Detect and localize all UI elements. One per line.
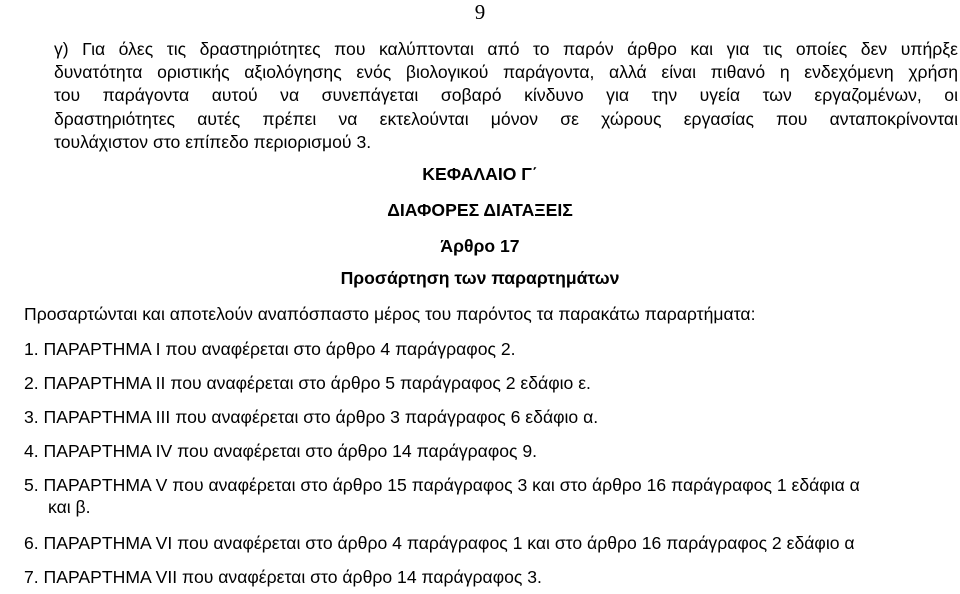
annex-text-continuation: και β.	[48, 497, 91, 517]
annex-item	[24, 372, 591, 394]
annex-text: 6. ΠΑΡΑΡΤΗΜΑ VI που αναφέρεται στο άρθρο 4 παράγραφος 1 και στο άρθρο 16 παράγραφος 2 εδάφιο α	[24, 533, 855, 553]
annex-text: 3. ΠΑΡΑΡΤΗΜΑ ΙΙΙ που αναφέρεται στο άρθρο 3 παράγραφος 6 εδάφιο α.	[24, 407, 599, 427]
paragraph-line: τουλάχιστον στο επίπεδο περιορισμού 3.	[54, 131, 372, 152]
paragraph-line: γ) Για όλες τις δραστηριότητες που καλύπτονται από το παρόν άρθρο και για τις οποίες δεν υπήρξε	[54, 39, 958, 59]
paragraph-g	[54, 38, 958, 154]
paragraph-line: δραστηριότητες αυτές πρέπει να εκτελούνται μόνον σε χώρους εργασίας που ανταποκρίνονται	[54, 108, 958, 129]
annex-text: 7. ΠΑΡΑΡΤΗΜΑ VII που αναφέρεται στο άρθρο 14 παράγραφος 3.	[24, 567, 542, 587]
annex-text: 4. ΠΑΡΑΡΤΗΜΑ ΙV που αναφέρεται στο άρθρο 14 παράγραφος 9.	[24, 441, 538, 461]
annex-item	[24, 440, 537, 462]
annex-text: 5. ΠΑΡΑΡΤΗΜΑ V που αναφέρεται στο άρθρο 15 παράγραφος 3 και στο άρθρο 16 παράγραφος 1 εδάφια α	[24, 475, 860, 495]
page-number: 9	[474, 0, 486, 24]
annex-text: 2. ΠΑΡΑΡΤΗΜΑ ΙΙ που αναφέρεται στο άρθρο 5 παράγραφος 2 εδάφιο ε.	[24, 373, 591, 393]
chapter-heading: ΚΕΦΑΛΑΙΟ Γ΄	[422, 164, 538, 184]
annex-item	[24, 406, 598, 428]
paragraph-line: του παράγοντα αυτού να συνεπάγεται σοβαρό κίνδυνο για την υγεία των εργαζομένων, οι	[54, 85, 958, 106]
annex-item	[24, 532, 855, 554]
annex-item	[24, 474, 860, 518]
article-title: Προσάρτηση των παραρτημάτων	[340, 268, 620, 288]
annex-text: 1. ΠΑΡΑΡΤΗΜΑ Ι που αναφέρεται στο άρθρο 4 παράγραφος 2.	[24, 339, 516, 359]
intro-text: Προσαρτώνται και αποτελούν αναπόσπαστο μέρος του παρόντος τα παρακάτω παραρτήματα:	[24, 304, 756, 324]
article-heading: Άρθρο 17	[440, 236, 520, 256]
section-heading: ΔΙΑΦΟΡΕΣ ΔΙΑΤΑΞΕΙΣ	[387, 200, 573, 220]
annex-item	[24, 338, 516, 360]
paragraph-line: δυνατότητα οριστικής αξιολόγησης ενός βιολογικού παράγοντα, αλλά είναι πιθανό η ενδεχόμενη χρήση	[54, 62, 958, 83]
annex-item	[24, 566, 542, 588]
